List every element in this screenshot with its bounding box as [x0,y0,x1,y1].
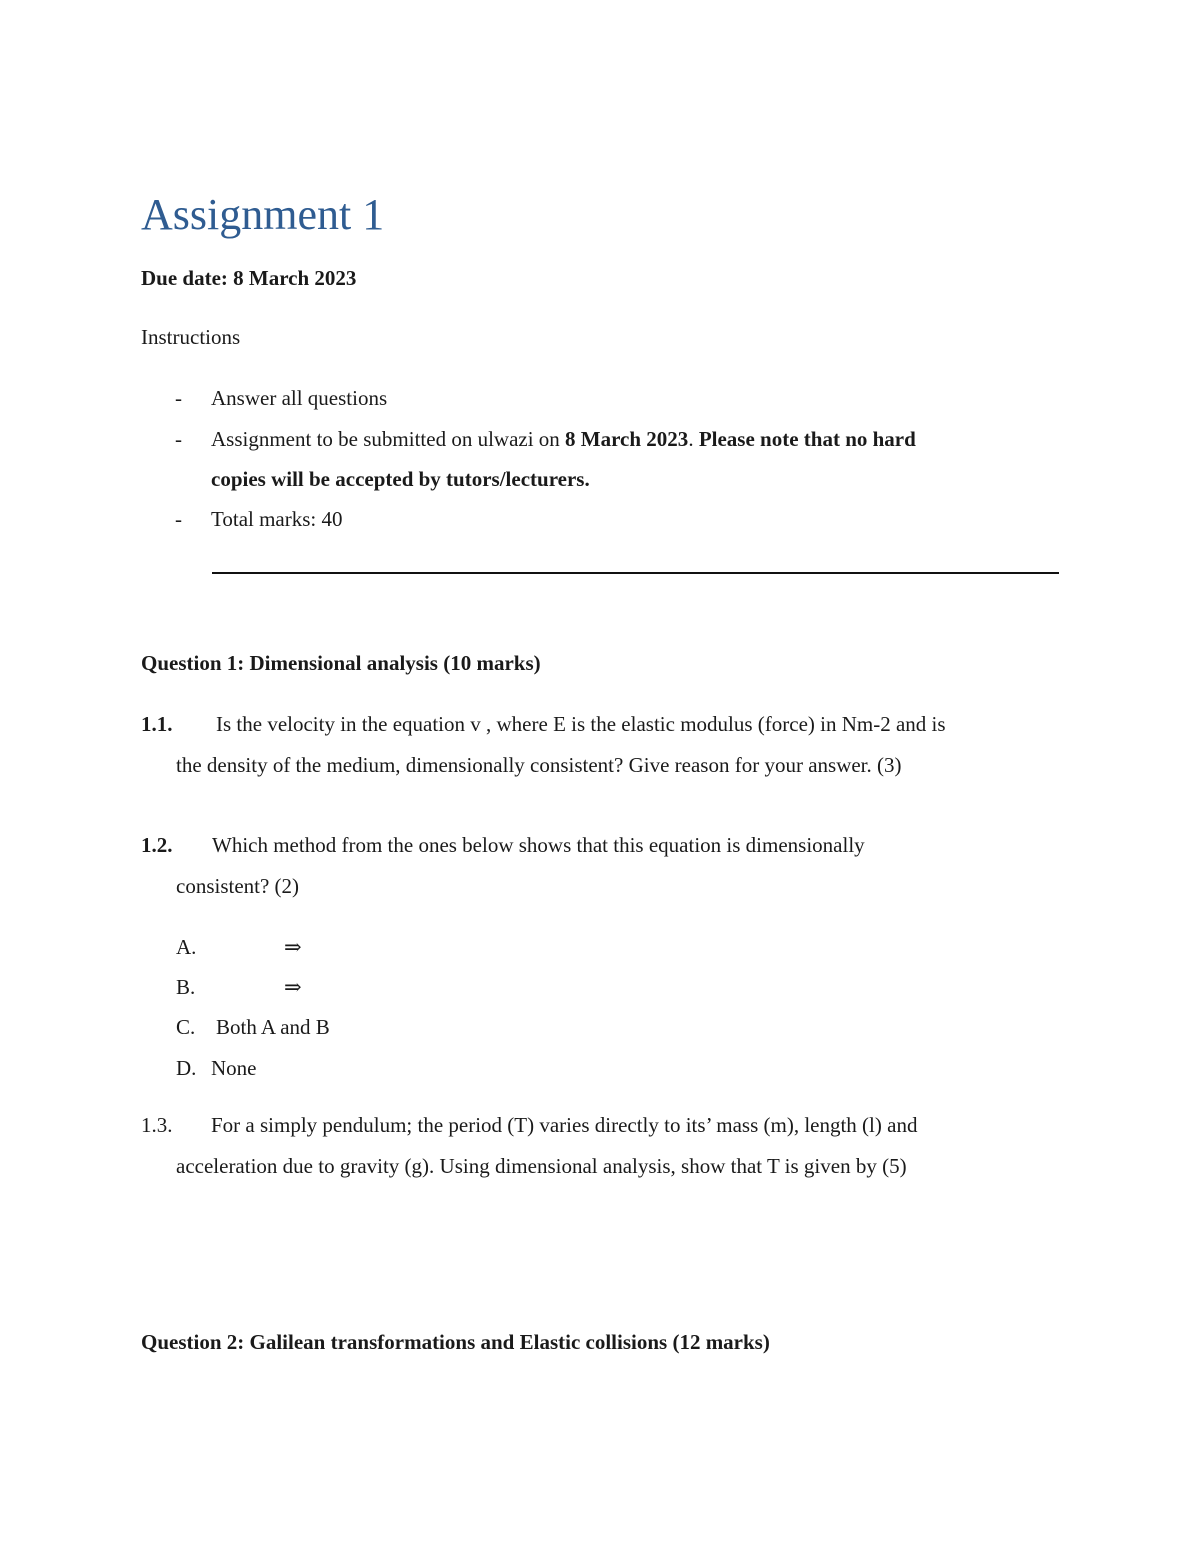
option-letter: B. [176,975,196,999]
instruction-text: Assignment to be submitted on ulwazi on [211,427,566,451]
option-text: ⇒ [284,935,302,959]
submission-date: 8 March 2023 [565,427,689,451]
instruction-item: Answer all questions [211,386,388,410]
list-bullet: - [175,507,182,531]
option-text: ⇒ [284,975,302,999]
question-text: Is the velocity in the equation v , where E is the elastic modulus (force) in Nm-2 and is [216,712,946,736]
due-date: Due date: 8 March 2023 [141,266,357,290]
instruction-item: Total marks: 40 [211,507,343,531]
question-number: 1.3. [141,1113,173,1137]
page-title: Assignment 1 [141,190,385,239]
option-letter: A. [176,935,197,959]
question-number: 1.1. [141,712,173,736]
option-text: None [211,1056,257,1080]
question-text: consistent? (2) [176,874,300,898]
question-1-heading: Question 1: Dimensional analysis (10 marks) [141,651,541,675]
option-text: Both A and B [216,1015,330,1039]
question-2-heading: Question 2: Galilean transformations and Elastic collisions (12 marks) [141,1330,770,1354]
option-letter: D. [176,1056,197,1080]
hard-copy-note: copies will be accepted by tutors/lecturers. [211,467,590,491]
question-text: For a simply pendulum; the period (T) varies directly to its’ mass (m), length (l) and [211,1113,918,1137]
question-text: Which method from the ones below shows that this equation is dimensionally [212,833,865,857]
horizontal-divider [212,572,1059,574]
instruction-text: . [688,427,699,451]
question-text: acceleration due to gravity (g). Using dimensional analysis, show that T is given by (5) [176,1154,907,1178]
instruction-item [211,425,916,453]
list-bullet: - [175,386,182,410]
question-text: the density of the medium, dimensionally consistent? Give reason for your answer. (3) [176,753,902,777]
hard-copy-note: Please note that no hard [698,427,916,451]
option-letter: C. [176,1015,196,1039]
question-number: 1.2. [141,833,173,857]
list-bullet: - [175,427,182,451]
instructions-heading: Instructions [141,325,241,349]
